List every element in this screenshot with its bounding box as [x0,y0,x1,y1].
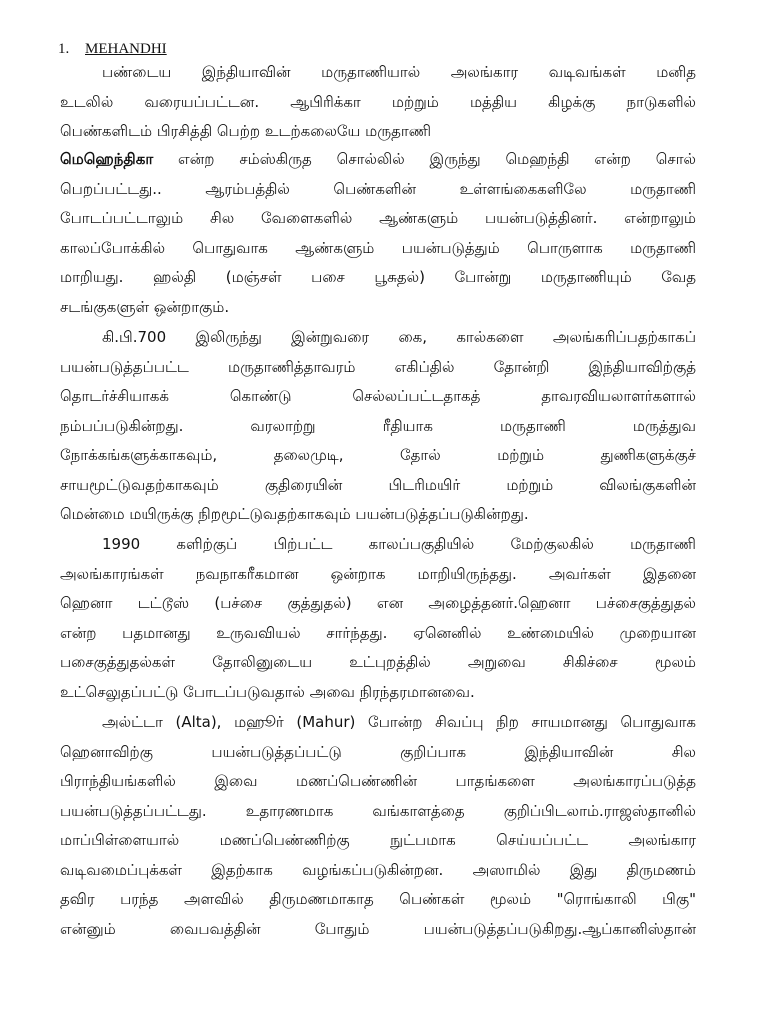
text-line: என்னும் வைபவத்தின் போதும் பயன்படுத்தப்படுகிறது.ஆப்கானிஸ்தான் [60,919,696,938]
text-line: கி.பி.700 இலிருந்து இன்றுவரை கை, கால்களை அலங்கரிப்பதற்காகப் [102,328,696,346]
text-line: பண்டைய இந்தியாவின் மருதாணியால் அலங்கார வடிவங்கள் மனித [102,63,696,81]
text-line: பயன்படுத்தப்பட்ட மருதாணித்தாவரம் எகிப்தில் தோன்றி இந்தியாவிற்குத் [60,357,696,376]
paragraph-4 [60,530,696,707]
text-line: காலப்போக்கில் பொதுவாக ஆண்களும் பயன்படுத்தும் பொருளாக மருதாணி [60,238,696,257]
text-line: சாயமூட்டுவதற்காகவும் குதிரையின் பிடரிமயிர் மற்றும் விலங்குகளின் [60,475,696,494]
text-line: 1990 களிற்குப் பிற்பட்ட காலப்பகுதியில் மேற்குலகில் மருதாணி [102,535,696,553]
paragraph-1 [60,58,696,147]
text-line: மாப்பிள்ளையால் மணப்பெண்ணிற்கு நுட்பமாக செய்யப்பட்ட அலங்கார [60,831,696,849]
text-line: போடப்பட்டாலும் சில வேளைகளில் ஆண்களும் பயன்படுத்தினர். என்றாலும் [60,209,696,227]
bold-term: மெஹெந்திகா [60,150,154,168]
section-heading [58,38,167,60]
text-line-rest: என்ற சம்ஸ்கிருத சொல்லில் இருந்து மெஹந்தி என்ற சொல் [153,150,696,168]
text-line: தொடர்ச்சியாகக் கொண்டு செல்லப்பட்டதாகத் தாவரவியலாளர்களால் [60,387,696,405]
text-line: உடலில் வரையப்பட்டன. ஆபிரிக்கா மற்றும் மத்திய கிழக்கு நாடுகளில் [60,92,696,111]
text-line: உட்செலுதப்பட்டு போடப்படுவதால் அவை நிரந்தரமானவை. [60,682,475,701]
text-line: மாறியது. ஹல்தி (மஞ்சள் பசை பூசுதல்) போன்று மருதாணியும் வேத [60,268,696,286]
text-line: வடிவமைப்புக்கள் இதற்காக வழங்கப்படுகின்றன. அஸாமில் இது திருமணம் [60,860,696,879]
section-title: MEHANDHI [85,41,167,57]
text-line: பசைகுத்துதல்கள் தோலினுடைய உட்புறத்தில் அறுவை சிகிச்சை மூலம் [60,653,696,671]
text-line: தவிர பரந்த அளவில் திருமணமாகாத பெண்கள் மூலம் "ரொங்காலி பிகு" [60,890,696,908]
text-line: சடங்குகளுள் ஒன்றாகும். [60,297,230,316]
text-line [60,145,696,175]
paragraph-2 [60,145,696,322]
text-line: பெறப்பட்டது.. ஆரம்பத்தில் பெண்களின் உள்ளங்கைகளிலே மருதாணி [60,179,696,198]
text-line: நம்பப்படுகின்றது. வரலாற்று ரீதியாக மருதாணி மருத்துவ [60,416,696,435]
text-line: பயன்படுத்தப்பட்டது. உதாரணமாக வங்காளத்தை குறிப்பிடலாம்.ராஜஸ்தானில் [60,801,696,820]
text-line: ஹெனா டட்டூஸ் (பச்சை குத்துதல்) என அழைத்தனர்.ஹெனா பச்சைகுத்துதல் [60,594,696,612]
text-line: ஹெனாவிற்கு பயன்படுத்தப்பட்டு குறிப்பாக இந்தியாவின் சில [60,742,696,761]
section-number: 1. [58,41,70,57]
text-line: நோக்கங்களுக்காகவும், தலைமுடி, தோல் மற்றும் துணிகளுக்குச் [60,446,696,464]
text-line: அலங்காரங்கள் நவநாகரீகமான ஒன்றாக மாறியிருந்தது. அவர்கள் இதனை [60,564,696,583]
paragraph-3 [60,323,696,530]
text-line: அல்ட்டா (Alta), மஹூர் (Mahur) போன்ற சிவப்பு நிற சாயமானது பொதுவாக [102,713,696,731]
text-line: என்ற பதமானது உருவவியல் சார்ந்தது. ஏனெனில் உண்மையில் முறையான [60,623,696,642]
paragraph-5 [60,708,696,944]
text-line: பெண்களிடம் பிரசித்தி பெற்ற உடற்கலையே மருதாணி [60,122,432,140]
text-line: மென்மை மயிருக்கு நிறமூட்டுவதற்காகவும் பயன்படுத்தப்படுகின்றது. [60,505,529,523]
text-line: பிராந்தியங்களில் இவை மணப்பெண்ணின் பாதங்களை அலங்காரப்படுத்த [60,772,696,790]
